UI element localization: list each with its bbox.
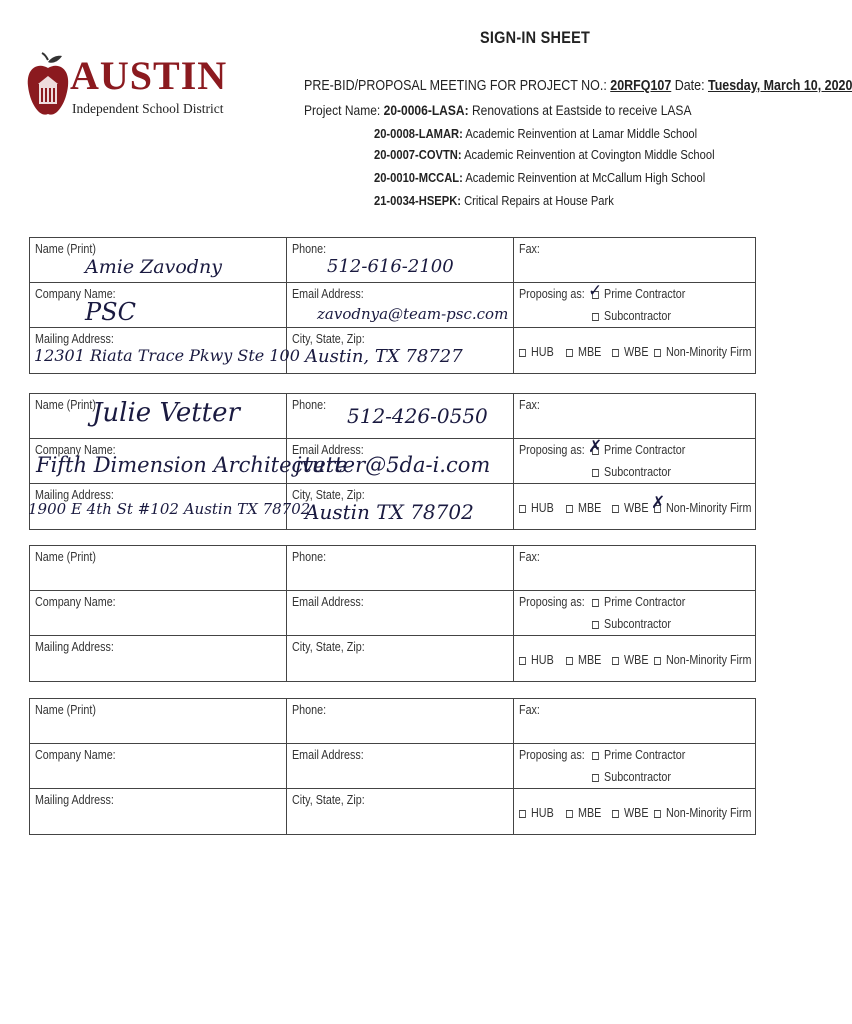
email-cell: Email Address: — [287, 591, 514, 636]
company-value: PSC — [85, 298, 136, 326]
category-cell: HUB MBE WBE Non-Minority Firm — [514, 636, 755, 681]
checkbox[interactable] — [654, 349, 661, 357]
mailing-cell: Mailing Address: — [30, 636, 287, 681]
city-value: Austin TX 78702 — [305, 500, 474, 524]
fax-cell: Fax: — [514, 238, 755, 283]
checkbox[interactable] — [566, 657, 573, 665]
fax-cell: Fax: — [514, 546, 755, 591]
nonminority-check-mark: ✗ — [651, 493, 666, 513]
checkbox[interactable] — [566, 349, 573, 357]
name-value: Julie Vetter — [92, 398, 240, 428]
company-cell: Company Name: Fifth Dimension Architecture — [30, 439, 287, 484]
company-value: Fifth Dimension Architecture — [36, 453, 348, 477]
mailing-value: 1900 E 4th St #102 Austin TX 78702 — [28, 500, 311, 518]
prime-option: Prime Contractor — [592, 748, 685, 762]
checkbox[interactable] — [519, 657, 526, 665]
project-line — [374, 126, 697, 141]
email-cell: Email Address: jvetter@5da-i.com — [287, 439, 514, 484]
checkbox[interactable] — [612, 810, 619, 818]
fax-cell: Fax: — [514, 699, 755, 744]
name-cell: Name (Print) Amie Zavodny — [30, 238, 287, 283]
name-cell: Name (Print) — [30, 546, 287, 591]
project-code: 20-0010-MCCAL: — [374, 170, 463, 185]
project-desc: Renovations at Eastside to receive LASA — [468, 102, 692, 118]
checkbox[interactable] — [519, 505, 526, 513]
checkbox[interactable] — [612, 505, 619, 513]
prime-option: Prime Contractor — [592, 287, 685, 301]
phone-cell: Phone: — [287, 699, 514, 744]
phone-cell: Phone: 512-616-2100 — [287, 238, 514, 283]
meeting-line — [304, 78, 852, 94]
project-line — [374, 193, 614, 208]
prime-option: Prime Contractor — [592, 595, 685, 609]
category-cell: HUB MBE WBE Non-Minority Firm — [514, 328, 755, 373]
name-cell: Name (Print) Julie Vetter — [30, 394, 287, 439]
proposing-cell: Proposing as: Prime Contractor ✓ Subcontractor — [514, 283, 755, 328]
project-desc: Academic Reinvention at McCallum High School — [462, 170, 706, 185]
checkbox[interactable] — [566, 810, 573, 818]
mailing-value: 12301 Riata Trace Pkwy Ste 100 — [34, 346, 300, 365]
meeting-date: Tuesday, March 10, 2020 — [707, 78, 852, 94]
checkbox[interactable] — [592, 752, 599, 760]
email-cell: Email Address: zavodnya@team-psc.com — [287, 283, 514, 328]
email-value: zavodnya@team-psc.com — [317, 305, 509, 323]
checkbox[interactable] — [612, 657, 619, 665]
proposing-cell: Proposing as: Prime Contractor Subcontractor — [514, 744, 755, 789]
company-cell: Company Name: PSC — [30, 283, 287, 328]
category-cell: HUB MBE WBE Non-Minority Firm ✗ — [514, 484, 755, 529]
project-code: 20-0006-LASA: — [383, 102, 469, 118]
project-code: 20-0007-COVTN: — [374, 147, 462, 162]
email-cell: Email Address: — [287, 744, 514, 789]
org-name: AUSTIN — [70, 53, 228, 98]
austin-isd-logo — [22, 32, 228, 127]
org-subtitle: Independent School District — [72, 101, 224, 116]
checkbox[interactable] — [519, 810, 526, 818]
meeting-prefix: PRE-BID/PROPOSAL MEETING FOR PROJECT NO.: — [304, 78, 611, 94]
phone-value: 512-616-2100 — [327, 256, 454, 277]
city-cell: City, State, Zip: Austin TX 78702 — [287, 484, 514, 529]
checkbox[interactable] — [592, 621, 599, 629]
project-number: 20RFQ107 — [610, 78, 672, 94]
signin-entry — [29, 698, 756, 835]
mailing-cell: Mailing Address: 12301 Riata Trace Pkwy Ste 100 — [30, 328, 287, 373]
name-value: Amie Zavodny — [85, 256, 222, 278]
proposing-cell: Proposing as: Prime Contractor Subcontractor — [514, 591, 755, 636]
sub-option: Subcontractor — [592, 309, 671, 323]
project-name-label: Project Name: — [304, 102, 384, 118]
city-cell: City, State, Zip: Austin, TX 78727 — [287, 328, 514, 373]
project-line — [374, 170, 705, 185]
name-cell: Name (Print) — [30, 699, 287, 744]
signin-entry — [29, 545, 756, 682]
sub-option: Subcontractor — [592, 770, 671, 784]
project-name-line — [304, 102, 691, 118]
fax-cell: Fax: — [514, 394, 755, 439]
city-value: Austin, TX 78727 — [305, 346, 463, 367]
proposing-cell: Proposing as: Prime Contractor ✗ Subcontractor — [514, 439, 755, 484]
phone-cell: Phone: 512-426-0550 — [287, 394, 514, 439]
date-label: Date: — [671, 78, 708, 94]
signin-entry — [29, 237, 756, 374]
mailing-cell: Mailing Address: 1900 E 4th St #102 Austin TX 78702 — [30, 484, 287, 529]
project-desc: Academic Reinvention at Lamar Middle School — [462, 126, 698, 141]
category-cell: HUB MBE WBE Non-Minority Firm — [514, 789, 755, 834]
sub-option: Subcontractor — [592, 617, 671, 631]
email-value: jvetter@5da-i.com — [295, 453, 491, 477]
apple-logo-icon — [26, 52, 70, 122]
checkbox[interactable] — [519, 349, 526, 357]
company-cell: Company Name: — [30, 591, 287, 636]
sub-option: Subcontractor — [592, 465, 671, 479]
checkbox[interactable] — [612, 349, 619, 357]
checkbox[interactable] — [654, 657, 661, 665]
project-desc: Academic Reinvention at Covington Middle School — [461, 147, 715, 162]
company-cell: Company Name: — [30, 744, 287, 789]
checkbox[interactable] — [592, 469, 599, 477]
checkbox[interactable] — [654, 810, 661, 818]
checkbox[interactable] — [592, 774, 599, 782]
phone-cell: Phone: — [287, 546, 514, 591]
phone-value: 512-426-0550 — [347, 404, 488, 428]
mailing-cell: Mailing Address: — [30, 789, 287, 834]
project-code: 20-0008-LAMAR: — [374, 126, 463, 141]
city-cell: City, State, Zip: — [287, 789, 514, 834]
sheet-title: SIGN-IN SHEET — [480, 28, 591, 47]
project-code: 21-0034-HSEPK: — [374, 193, 461, 208]
project-desc: Critical Repairs at House Park — [460, 193, 614, 208]
checkbox[interactable] — [592, 599, 599, 607]
signin-entry — [29, 393, 756, 530]
prime-option: Prime Contractor — [592, 443, 685, 457]
checkbox[interactable] — [566, 505, 573, 513]
project-line — [374, 147, 715, 162]
prime-check-mark: ✓ — [588, 281, 603, 301]
checkbox[interactable] — [592, 313, 599, 321]
city-cell: City, State, Zip: — [287, 636, 514, 681]
prime-check-mark: ✗ — [588, 437, 603, 457]
